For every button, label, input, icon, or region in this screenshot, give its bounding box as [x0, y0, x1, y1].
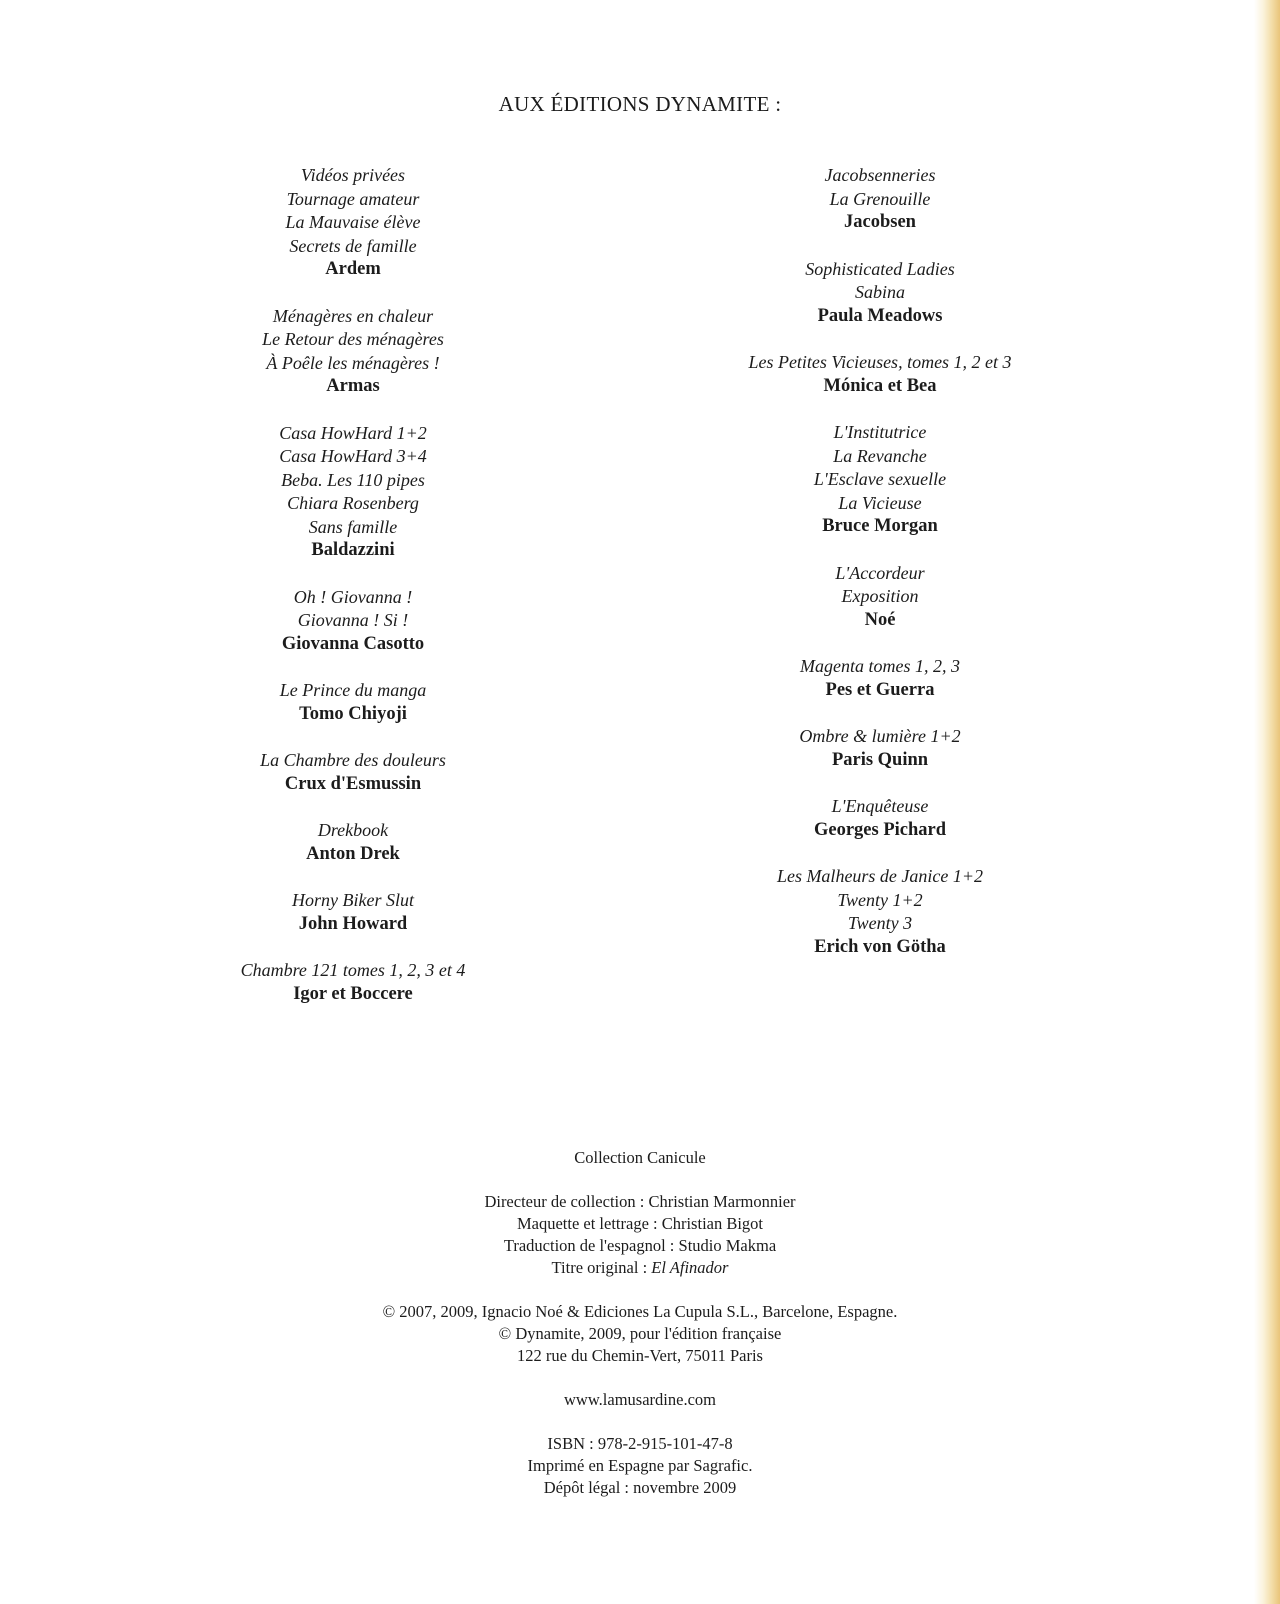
book-title: La Vicieuse [838, 492, 922, 513]
book-title: Exposition [841, 586, 919, 606]
book-title: Ménagères en chaleur [272, 305, 434, 326]
page-heading: AUX ÉDITIONS DYNAMITE : [498, 92, 782, 116]
book-title: La Mauvaise élève [285, 212, 421, 232]
catalog-entry [660, 865, 1100, 959]
book-title: Sans famille [308, 516, 398, 537]
catalog-entry [660, 562, 1100, 633]
author-name: Jacobsen [844, 212, 916, 232]
catalog-entry [660, 421, 1100, 539]
book-title: Vidéos privées [300, 165, 406, 185]
catalog-entry [660, 258, 1100, 329]
book-title: Chambre 121 tomes 1, 2, 3 et 4 [240, 960, 466, 980]
book-title: L'Institutrice [833, 422, 927, 442]
catalog-entry [660, 164, 1100, 235]
catalog-entry [133, 749, 573, 796]
original-title-label: Titre original : [551, 1258, 652, 1277]
book-title: La Revanche [833, 445, 927, 466]
book-title: Drekbook [317, 820, 389, 840]
catalog-entry [660, 655, 1100, 702]
translation-credit: Traduction de l'espagnol : Studio Makma [503, 1236, 777, 1255]
book-title: La Grenouille [829, 188, 931, 209]
author-name: Giovanna Casotto [281, 633, 425, 654]
catalog-entry [133, 959, 573, 1006]
catalog-entry [660, 795, 1100, 842]
author-name: Paris Quinn [831, 749, 929, 770]
catalog-entry [133, 679, 573, 726]
book-title: L'Accordeur [835, 562, 925, 583]
book-title: Les Malheurs de Janice 1+2 [776, 866, 984, 886]
book-title: Twenty 3 [847, 913, 913, 933]
legal-deposit-line: Dépôt légal : novembre 2009 [543, 1478, 737, 1497]
book-title: Oh ! Giovanna ! [293, 586, 413, 607]
book-title: Twenty 1+2 [837, 889, 923, 910]
author-name: Paula Meadows [817, 305, 943, 326]
book-title: Le Retour des ménagères [262, 329, 444, 349]
catalog-entry [133, 422, 573, 563]
author-name: Tomo Chiyoji [299, 703, 407, 724]
author-name: Armas [326, 376, 380, 396]
author-name: Noé [864, 609, 896, 630]
copyright-line-1: © 2007, 2009, Ignacio Noé & Ediciones La Cupula S.L., Barcelone, Espagne. [382, 1302, 898, 1321]
book-title: À Poêle les ménagères ! [266, 352, 440, 373]
copyright-line-2: © Dynamite, 2009, pour l'édition française [498, 1324, 782, 1343]
author-name: Baldazzini [311, 540, 395, 560]
book-title: Sabina [854, 282, 905, 302]
layout-credit: Maquette et lettrage : Christian Bigot [516, 1214, 764, 1233]
book-title: Casa HowHard 3+4 [279, 446, 427, 466]
author-name: Georges Pichard [813, 819, 947, 840]
catalog-entry [133, 164, 573, 282]
author-name: Anton Drek [306, 843, 400, 864]
book-title: L'Enquêteuse [831, 796, 929, 816]
author-name: Erich von Götha [814, 936, 946, 957]
book-title: Magenta tomes 1, 2, 3 [800, 656, 960, 676]
author-name: Bruce Morgan [822, 516, 938, 536]
book-title: Sophisticated Ladies [805, 258, 955, 279]
catalog-entry [133, 819, 573, 866]
catalog-left-column [133, 164, 573, 1029]
website-link: www.lamusardine.com [564, 1390, 716, 1409]
author-name: Igor et Boccere [293, 983, 413, 1004]
book-title: Ombre & lumière 1+2 [799, 726, 961, 746]
catalog-entry [660, 351, 1100, 398]
book-title: L'Esclave sexuelle [813, 469, 947, 489]
book-title: Le Prince du manga [279, 680, 427, 700]
original-title: El Afinador [651, 1258, 729, 1277]
director-credit: Directeur de collection : Christian Marmonnier [484, 1192, 796, 1211]
book-title: Tournage amateur [286, 188, 420, 209]
original-title-line [0, 1257, 1280, 1279]
credits-block [0, 1147, 1280, 1499]
author-name: John Howard [298, 913, 408, 934]
book-title: Les Petites Vicieuses, tomes 1, 2 et 3 [748, 352, 1012, 372]
publisher-address: 122 rue du Chemin-Vert, 75011 Paris [517, 1346, 763, 1365]
collection-name: Collection Canicule [574, 1148, 706, 1167]
book-title: Horny Biker Slut [292, 890, 414, 910]
catalog-right-column [660, 164, 1100, 982]
book-title: Beba. Les 110 pipes [281, 469, 425, 490]
book-title: Secrets de famille [289, 235, 417, 256]
book-title: Giovanna ! Si ! [297, 610, 409, 630]
book-title: Chiara Rosenberg [287, 493, 419, 513]
book-title: La Chambre des douleurs [260, 750, 446, 770]
author-name: Ardem [325, 259, 381, 279]
catalog-entry [133, 586, 573, 657]
book-title: Jacobsenneries [824, 165, 936, 185]
author-name: Crux d'Esmussin [284, 773, 422, 794]
author-name: Mónica et Bea [823, 375, 937, 396]
printer-line: Imprimé en Espagne par Sagrafic. [527, 1456, 753, 1475]
author-name: Pes et Guerra [825, 679, 935, 700]
catalog-entry [660, 725, 1100, 772]
book-title: Casa HowHard 1+2 [279, 422, 427, 443]
catalog-entry [133, 305, 573, 399]
isbn-line: ISBN : 978-2-915-101-47-8 [547, 1434, 733, 1453]
catalog-entry [133, 889, 573, 936]
